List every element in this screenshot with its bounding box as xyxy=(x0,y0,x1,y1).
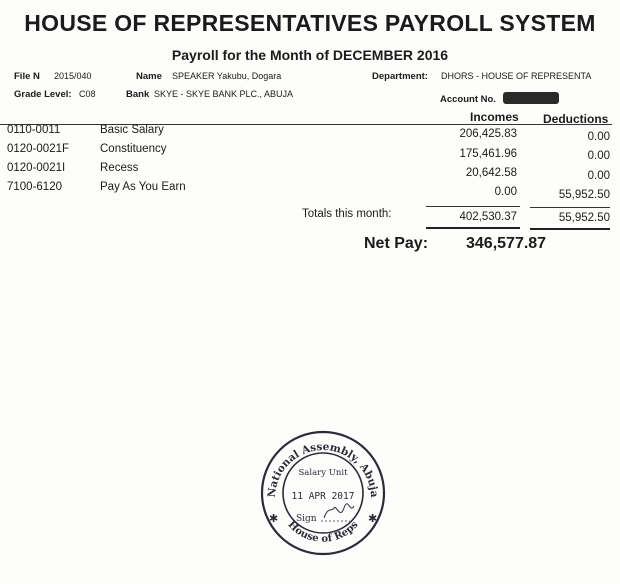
row-income: 206,425.83 xyxy=(459,128,517,140)
row-code: 0120-0021F xyxy=(7,143,70,155)
net-pay-value: 346,577.87 xyxy=(466,235,547,252)
name-label: Name xyxy=(136,71,162,82)
stamp-star-icon: ✱ xyxy=(269,513,279,525)
file-label: File N xyxy=(14,71,40,82)
account-redaction xyxy=(503,92,559,104)
page-title: HOUSE OF REPRESENTATIVES PAYROLL SYSTEM xyxy=(24,10,596,36)
row-description: Pay As You Earn xyxy=(100,181,186,193)
employee-name: SPEAKER Yakubu, Dogara xyxy=(172,71,282,81)
total-deduction: 55,952.50 xyxy=(558,212,610,224)
file-number: 2015/040 xyxy=(54,71,92,81)
grade-value: C08 xyxy=(79,89,96,99)
header-rule xyxy=(0,124,612,125)
stamp-date: 11 APR 2017 xyxy=(291,491,355,502)
grade-label: Grade Level: xyxy=(14,89,72,100)
row-income: 0.00 xyxy=(494,186,517,198)
stamp-star-icon: ✱ xyxy=(368,513,378,525)
row-code: 0120-0021I xyxy=(7,162,66,174)
incomes-header: Incomes xyxy=(470,110,519,124)
stamp-sign-label: Sign xyxy=(296,514,317,524)
stamp-bottom-text: House of Reps xyxy=(285,519,361,545)
row-deduction: 55,952.50 xyxy=(558,189,610,201)
row-description: Constituency xyxy=(100,143,167,155)
row-deduction: 0.00 xyxy=(587,131,610,143)
stamp-unit-text: Salary Unit xyxy=(298,468,348,478)
salary-unit-stamp xyxy=(258,428,388,558)
row-deduction: 0.00 xyxy=(587,150,610,162)
totals-label: Totals this month: xyxy=(302,208,392,220)
row-income: 20,642.58 xyxy=(465,167,517,179)
income-total-rule xyxy=(426,206,520,207)
payroll-period: Payroll for the Month of DECEMBER 2016 xyxy=(171,47,449,63)
net-pay-label: Net Pay: xyxy=(364,235,429,252)
signature-scribble xyxy=(324,504,354,518)
row-code: 7100-6120 xyxy=(7,181,62,193)
income-total-double-rule xyxy=(426,227,520,229)
department-value: DHORS - HOUSE OF REPRESENTA xyxy=(441,71,592,81)
row-income: 175,461.96 xyxy=(459,148,517,160)
department-label: Department: xyxy=(372,71,428,82)
deductions-header: Deductions xyxy=(543,112,609,126)
total-income: 402,530.37 xyxy=(459,211,517,223)
account-label: Account No. xyxy=(440,94,496,105)
row-code: 0110-0011 xyxy=(7,124,61,136)
deduction-total-rule xyxy=(530,207,610,208)
stamp-top-text: National Assembly, Abuja xyxy=(265,440,381,498)
bank-value: SKYE - SKYE BANK PLC., ABUJA xyxy=(154,89,294,99)
bank-label: Bank xyxy=(126,89,150,100)
deduction-total-double-rule xyxy=(530,228,610,230)
row-description: Recess xyxy=(100,162,139,174)
row-description: Basic Salary xyxy=(100,124,164,136)
row-deduction: 0.00 xyxy=(587,170,610,182)
